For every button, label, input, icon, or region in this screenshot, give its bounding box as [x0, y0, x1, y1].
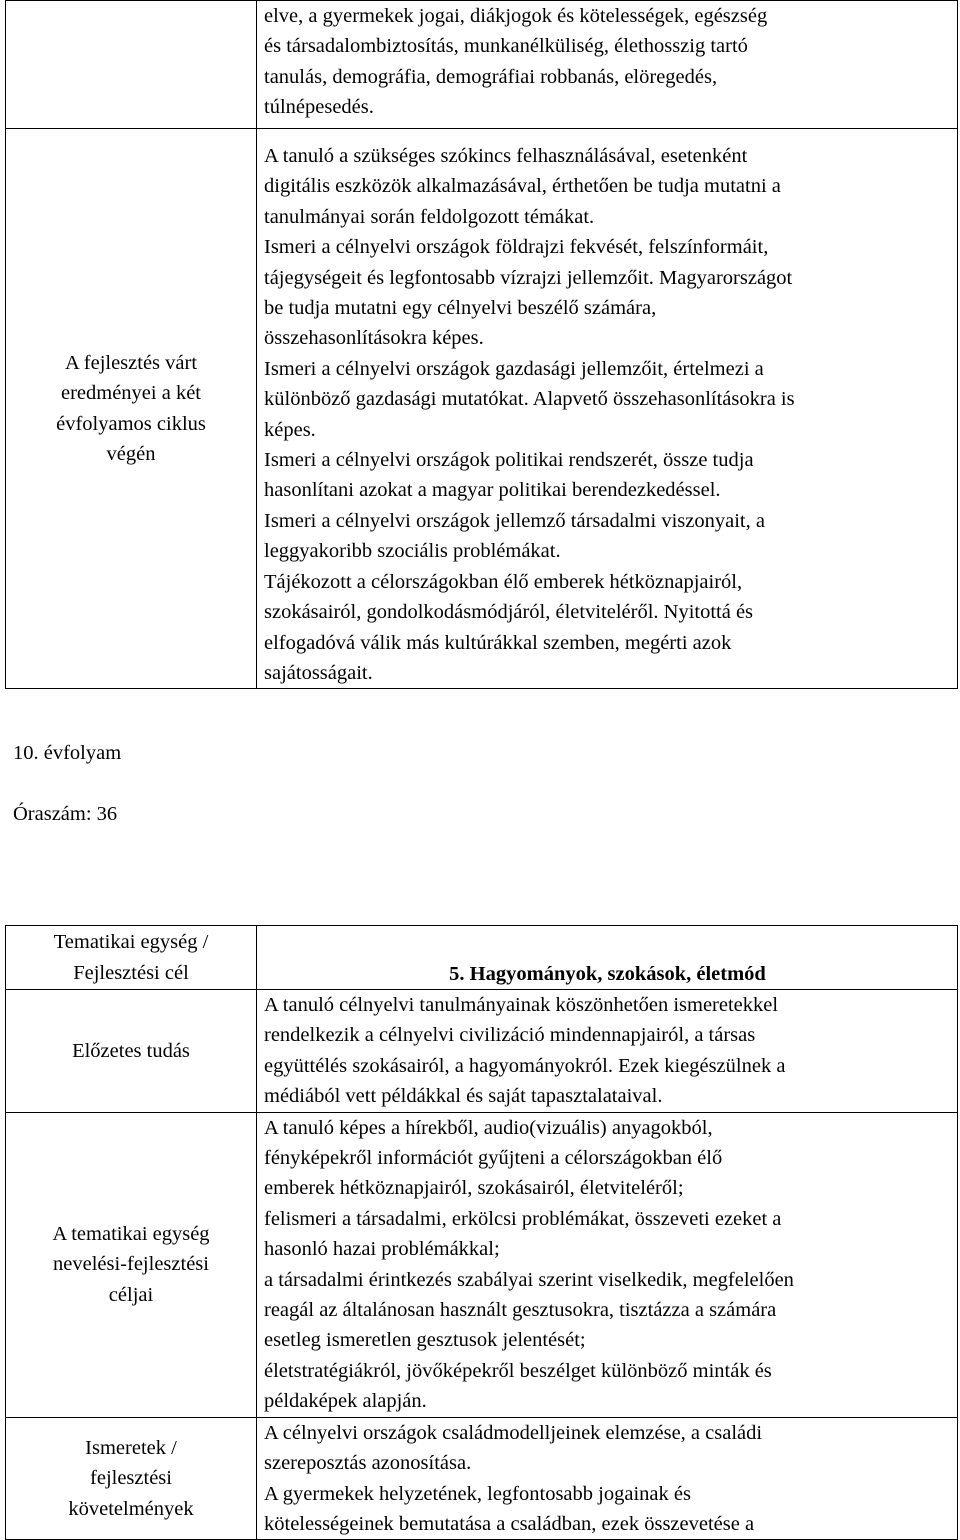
label-line: nevelési-fejlesztési	[53, 1253, 209, 1276]
content-cell	[257, 1, 958, 129]
label-cell-empty	[6, 1, 257, 129]
curriculum-table-top	[5, 0, 958, 689]
text-line: reagál az általánosan használt gesztusokra, tisztázza a számára	[264, 1299, 777, 1322]
text-line: életstratégiákról, jövőképekről beszélget különböző minták és	[264, 1359, 772, 1382]
label-line: követelmények	[68, 1497, 194, 1520]
text-line: emberek hétköznapjairól, szokásairól, életviteléről;	[264, 1177, 684, 1200]
text-line: felismeri a társadalmi, erkölcsi problémákat, összeveti ezeket a	[264, 1207, 782, 1230]
prior-knowledge-label	[6, 990, 257, 1113]
text-line: A gyermekek helyzetének, legfontosabb jogainak és	[264, 1482, 691, 1505]
text-line: a társadalmi érintkezés szabályai szerint viselkedik, megfelelően	[264, 1268, 794, 1291]
text-line: és társadalombiztosítás, munkanélküliség, élethosszig tartó	[264, 35, 748, 58]
table-row	[6, 129, 958, 689]
text-line: A tanuló a szükséges szókincs felhasználásával, esetenként	[264, 145, 748, 167]
label-line: eredményei a két	[60, 382, 201, 405]
text-line: tanulás, demográfia, demográfiai robbanás, elöregedés,	[264, 65, 718, 88]
text-line: kötelességeinek bemutatása a családban, ezek összevetése a	[264, 1512, 755, 1535]
text-line: digitális eszközök alkalmazásával, érthetően be tudja mutatni a	[264, 175, 781, 198]
label-line: Előzetes tudás	[72, 1039, 190, 1062]
text-line: képes.	[264, 418, 316, 441]
text-line: fényképekről információt gyűjteni a célországokban élő	[264, 1147, 723, 1170]
text-line: sajátosságait.	[264, 661, 373, 684]
text-line: tanulmányai során feldolgozott témákat.	[264, 205, 595, 228]
thematic-unit-title-cell	[257, 926, 958, 990]
label-line: Fejlesztési cél	[73, 961, 189, 984]
label-line: Ismeretek /	[85, 1436, 177, 1459]
text-line: szereposztás azonosítása.	[264, 1452, 472, 1475]
knowledge-requirements-label	[6, 1417, 257, 1540]
label-line: céljai	[108, 1283, 154, 1306]
text-line: együttélés szokásairól, a hagyományokról. Ezek kiegészülnek a	[264, 1054, 786, 1077]
text-line: be tudja mutatni egy célnyelvi beszélő számára,	[264, 297, 657, 320]
text-line: túlnépesedés.	[264, 96, 374, 119]
label-line: A tematikai egység	[52, 1223, 210, 1246]
table-row	[6, 990, 958, 1113]
unit-title: 5. Hagyományok, szokások, életmód	[449, 962, 766, 985]
text-line: rendelkezik a célnyelvi civilizáció mindennapjairól, a társas	[264, 1024, 756, 1047]
expected-results-label	[6, 129, 257, 689]
table-row	[6, 926, 958, 990]
text-line: Ismeri a célnyelvi országok jellemző társadalmi viszonyait, a	[264, 509, 765, 532]
text-line: Ismeri a célnyelvi országok földrajzi fekvését, felszínformáit,	[264, 236, 769, 259]
table-row	[6, 1112, 958, 1417]
text-line: esetleg ismeretlen gesztusok jelentését;	[264, 1329, 586, 1352]
label-line: A fejlesztés várt	[64, 351, 198, 374]
thematic-unit-label	[6, 926, 257, 990]
table-row	[6, 1, 958, 129]
knowledge-requirements-text	[257, 1417, 958, 1540]
label-line: végén	[106, 443, 156, 466]
text-line: különböző gazdasági mutatókat. Alapvető összehasonlításokra is	[264, 388, 795, 411]
text-line: szokásairól, gondolkodásmódjáról, életviteléről. Nyitottá és	[264, 601, 754, 624]
text-line: elfogadóvá válik más kultúrákkal szemben, megérti azok	[264, 631, 732, 654]
development-goals-text	[257, 1112, 958, 1417]
label-line: Tematikai egység /	[53, 931, 209, 954]
text-line: A tanuló képes a hírekből, audio(vizuális) anyagokból,	[264, 1116, 713, 1139]
label-line: fejlesztési	[90, 1467, 172, 1490]
text-line: A célnyelvi országok családmodelljeinek elemzése, a családi	[264, 1421, 763, 1444]
hours-label: Óraszám: 36	[13, 803, 118, 825]
text-line: Ismeri a célnyelvi országok gazdasági jellemzőit, értelmezi a	[264, 357, 764, 380]
text-line: hasonlítani azokat a magyar politikai berendezkedéssel.	[264, 479, 721, 502]
prior-knowledge-text	[257, 990, 958, 1113]
table-row	[6, 1417, 958, 1540]
text-line: Tájékozott a célországokban élő emberek hétköznapjairól,	[264, 570, 743, 593]
text-line: Ismeri a célnyelvi országok politikai rendszerét, össze tudja	[264, 449, 754, 472]
text-line: hasonló hazai problémákkal;	[264, 1238, 500, 1261]
curriculum-table-unit-5	[5, 925, 958, 1540]
grade-heading: 10. évfolyam	[13, 742, 122, 764]
text-line: tájegységeit és legfontosabb vízrajzi jellemzőit. Magyarországot	[264, 266, 793, 289]
development-goals-label	[6, 1112, 257, 1417]
expected-results-text	[257, 129, 958, 689]
text-line: médiából vett példákkal és saját tapasztalataival.	[264, 1085, 663, 1108]
text-line: leggyakoribb szociális problémákat.	[264, 540, 561, 563]
text-line: elve, a gyermekek jogai, diákjogok és kötelességek, egészség	[264, 5, 768, 27]
text-line: példaképek alapján.	[264, 1390, 427, 1413]
label-line: évfolyamos ciklus	[56, 412, 206, 435]
text-line: A tanuló célnyelvi tanulmányainak köszönhetően ismeretekkel	[264, 994, 779, 1016]
text-line: összehasonlításokra képes.	[264, 327, 484, 350]
